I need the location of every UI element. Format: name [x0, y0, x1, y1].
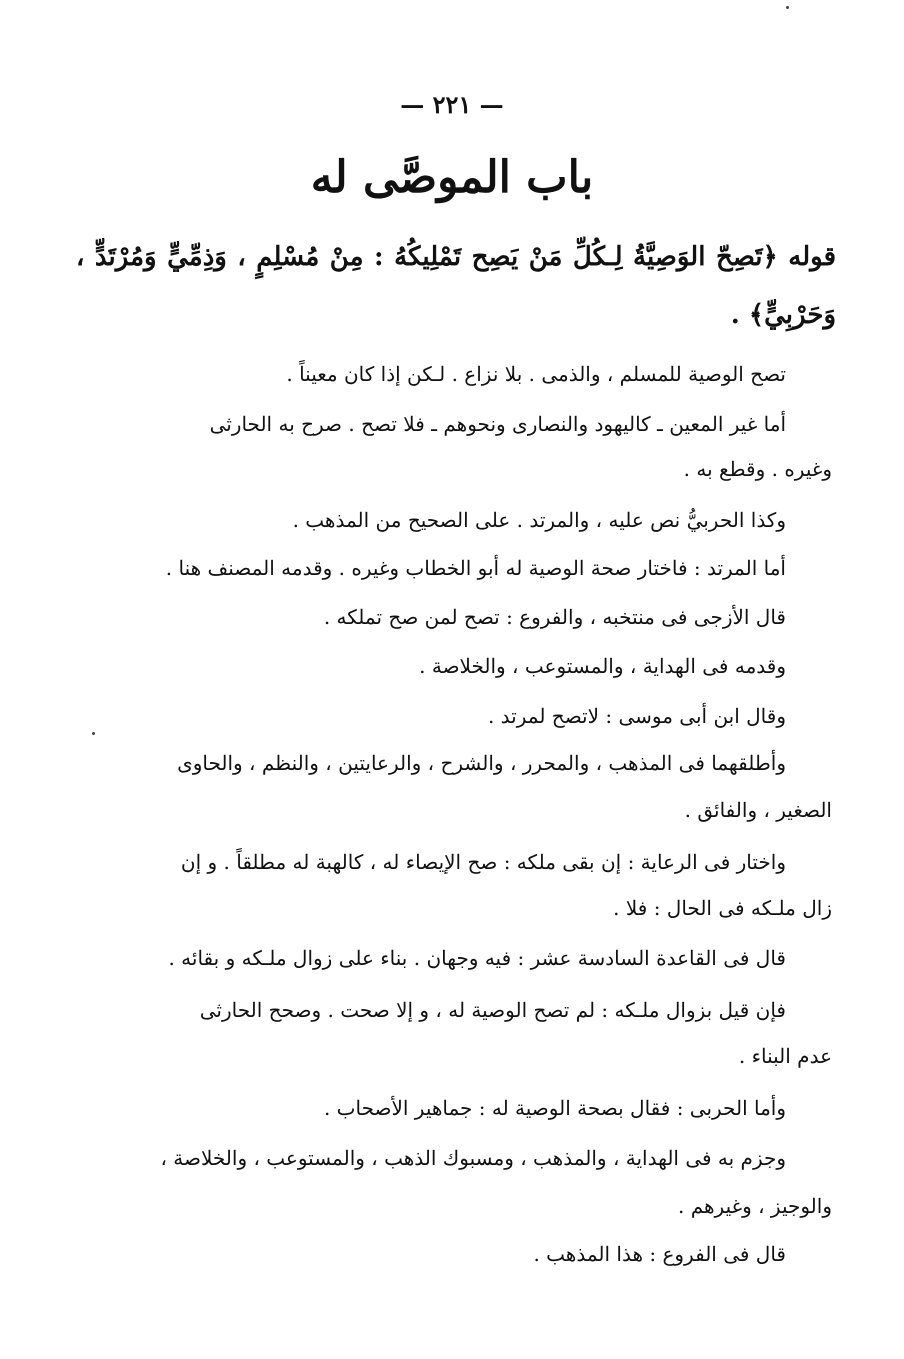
text-line: تصح الوصية للمسلم ، والذمى . بلا نزاع . لـكن إذا كان معيناً . [286, 362, 786, 386]
text-line: الصغير ، والفائق . [684, 798, 832, 822]
text-line: واختار فى الرعاية : إن بقى ملكه : صح الإيصاء له ، كالهبة له مطلقاً . و إن [180, 850, 786, 874]
text-line: وكذا الحربيُّ نص عليه ، والمرتد . على الصحيح من المذهب . [292, 508, 786, 532]
text-line: وغيره . وقطع به . [683, 457, 832, 481]
chapter-title: باب الموصَّى له [310, 152, 594, 203]
text-line: قال فى القاعدة السادسة عشر : فيه وجهان . بناء على زوال ملـكه و بقائه . [168, 946, 786, 970]
scan-speck [92, 732, 95, 735]
text-line: أما غير المعين ـ كاليهود والنصارى ونحوهم ـ فلا تصح . صرح به الحارثى [209, 412, 786, 436]
text-line: فإن قيل بزوال ملـكه : لم تصح الوصية له ، و إلا صحت . وصحح الحارثى [199, 998, 786, 1022]
text-line: زال ملـكه فى الحال : فلا . [613, 896, 832, 920]
text-line: قال فى الفروع : هذا المذهب . [533, 1242, 786, 1266]
scan-speck [786, 6, 789, 9]
text-line: قال الأزجى فى منتخبه ، والفروع : تصح لمن صح تملكه . [323, 605, 786, 629]
page-number: — ٢٢١ — [400, 90, 504, 119]
text-line: وقال ابن أبى موسى : لاتصح لمرتد . [487, 704, 786, 728]
text-line: عدم البناء . [738, 1044, 832, 1068]
text-line: وأطلقهما فى المذهب ، والمحرر ، والشرح ، والرعايتين ، والنظم ، والحاوى [177, 751, 786, 775]
text-line: وأما الحربى : فقال بصحة الوصية له : جماهير الأصحاب . [323, 1096, 786, 1120]
text-line: وقدمه فى الهداية ، والمستوعب ، والخلاصة . [419, 654, 786, 678]
matn-text: ﴿تَصِحّ الوَصِيَّةُ لِـكُلِّ مَنْ يَصِح تَمْلِيكُهُ : مِنْ مُسْلِمٍ ، وَذِمِّيٍّ وَمُرْتَدٍّ ، وَحَرْبِيٍّ﴾ . [76, 242, 836, 330]
text-line: أما المرتد : فاختار صحة الوصية له أبو الخطاب وغيره . وقدمه المصنف هنا . [165, 556, 786, 580]
text-line: والوجيز ، وغيرهم . [677, 1194, 832, 1218]
matn-lead: قوله [788, 242, 837, 272]
text-line: وجزم به فى الهداية ، والمذهب ، ومسبوك الذهب ، والمستوعب ، والخلاصة ، [160, 1146, 786, 1170]
matn-quote [76, 228, 836, 344]
